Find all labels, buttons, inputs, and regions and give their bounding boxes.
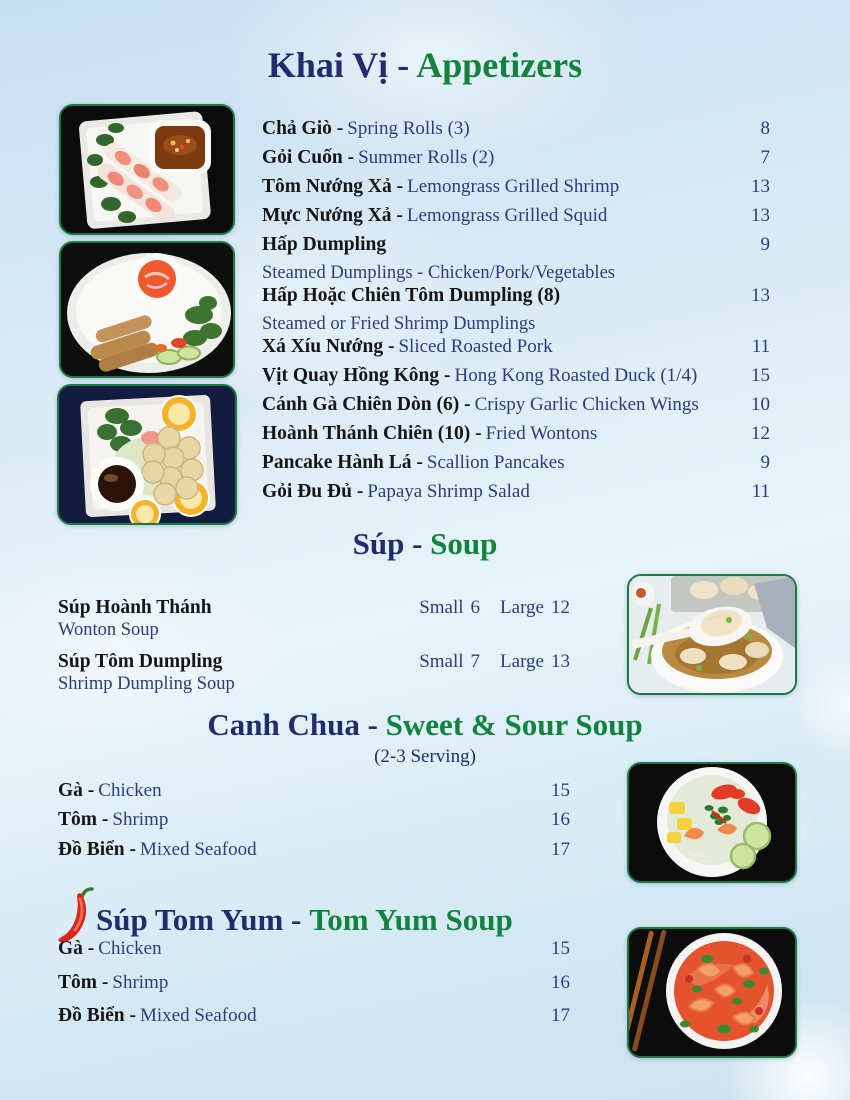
item-price: 15 xyxy=(551,780,570,801)
canh-chua-heading-en: Sweet & Sour Soup xyxy=(385,707,643,742)
spring-rolls-photo xyxy=(59,241,235,378)
menu-item-muc-nuong-xa xyxy=(262,205,770,234)
item-price: 17 xyxy=(551,1005,570,1026)
item-desc: Scallion Pancakes xyxy=(426,452,565,473)
canh-chua-heading xyxy=(0,707,850,743)
item-price: 9 xyxy=(760,452,770,473)
item-price: 13 xyxy=(751,176,770,197)
tom-yum-list xyxy=(58,938,570,1039)
item-name: Tôm - xyxy=(58,971,109,993)
large-price: 12 xyxy=(551,597,570,618)
item-desc: Fried Wontons xyxy=(485,423,598,444)
item-name: Gà - xyxy=(58,780,95,801)
tom-yum-soup-illustration xyxy=(629,929,795,1056)
menu-item-sup-tom-dumpling xyxy=(58,651,570,696)
item-desc: Crispy Garlic Chicken Wings xyxy=(474,394,699,415)
item-desc: Sliced Roasted Pork xyxy=(398,336,553,357)
item-name: Pancake Hành Lá - xyxy=(262,452,423,473)
item-name: Chả Giò - xyxy=(262,118,344,139)
item-name: Mực Nướng Xả - xyxy=(262,205,403,226)
item-price: 10 xyxy=(751,394,770,415)
menu-item-pancake-hanh-la xyxy=(262,452,770,481)
sweet-sour-soup-photo xyxy=(627,762,797,883)
tom-yum-heading-en: Tom Yum Soup xyxy=(309,902,513,937)
small-price: 6 xyxy=(470,597,481,618)
item-price: 16 xyxy=(551,809,570,831)
tom-yum-heading-vi: Súp Tom Yum - xyxy=(96,902,302,937)
item-desc: Shrimp xyxy=(112,971,169,993)
wonton-soup-illustration xyxy=(629,576,795,693)
menu-item-goi-du-du xyxy=(262,481,770,510)
appetizers-heading xyxy=(0,44,850,86)
item-name: Gỏi Cuốn - xyxy=(262,147,355,168)
large-price: 13 xyxy=(551,651,570,672)
item-name: Hoành Thánh Chiên (10) - xyxy=(262,423,482,444)
fried-dumplings-illustration xyxy=(59,386,235,523)
item-price: 13 xyxy=(751,285,770,306)
menu-item-xa-xiu-nuong xyxy=(262,336,770,365)
item-name: Cánh Gà Chiên Dòn (6) - xyxy=(262,394,471,415)
item-subtext: Steamed or Fried Shrimp Dumplings xyxy=(262,314,536,334)
menu-item-hap-dumpling xyxy=(262,234,770,263)
menu-item-do-bien xyxy=(58,1005,570,1039)
small-price: 7 xyxy=(470,651,481,672)
menu-item-tom-nuong-xa xyxy=(262,176,770,205)
menu-item-vit-quay xyxy=(262,365,770,394)
menu-item-goi-cuon xyxy=(262,147,770,176)
large-label: Large xyxy=(500,597,544,618)
item-name: Hấp Dumpling xyxy=(262,234,387,255)
summer-rolls-photo xyxy=(59,104,235,235)
soup-heading-vi: Súp - xyxy=(352,526,423,561)
item-name: Đồ Biển - xyxy=(58,838,136,860)
item-price: 11 xyxy=(751,336,770,357)
canh-chua-serving-note: (2-3 Serving) xyxy=(374,746,476,767)
item-name: Tôm Nướng Xả - xyxy=(262,176,404,197)
small-label: Small xyxy=(419,597,464,618)
item-subtext: Steamed Dumplings - Chicken/Pork/Vegetables xyxy=(262,263,615,283)
appetizers-list xyxy=(262,118,770,510)
tom-yum-soup-photo xyxy=(627,927,797,1058)
large-label: Large xyxy=(500,651,544,672)
sweet-sour-soup-illustration xyxy=(629,764,795,881)
menu-item-hap-hoac-chien-tom xyxy=(262,285,770,314)
item-desc: Mixed Seafood xyxy=(140,838,257,860)
soup-heading-en: Soup xyxy=(430,526,498,561)
item-desc: Spring Rolls (3) xyxy=(347,118,470,139)
item-price: 17 xyxy=(551,838,570,860)
appetizers-heading-vi: Khai Vị - xyxy=(267,45,410,85)
item-price: 8 xyxy=(760,118,770,139)
item-sizes xyxy=(419,651,570,673)
item-desc: Lemongrass Grilled Squid xyxy=(406,205,608,226)
menu-item-tom xyxy=(58,809,570,838)
item-price: 12 xyxy=(751,423,770,444)
item-price: 16 xyxy=(551,971,570,993)
menu-item-do-bien xyxy=(58,839,570,868)
menu-item-ga xyxy=(58,938,570,972)
menu-item-ga xyxy=(58,780,570,809)
item-price: 15 xyxy=(551,938,570,959)
menu-item-cha-gio xyxy=(262,118,770,147)
item-desc: Chicken xyxy=(98,780,162,801)
fried-dumplings-photo xyxy=(57,384,237,525)
item-desc: Papaya Shrimp Salad xyxy=(367,481,530,502)
menu-item-hoanh-thanh-chien xyxy=(262,423,770,452)
wonton-soup-photo xyxy=(627,574,797,695)
menu-item-tom xyxy=(58,972,570,1006)
canh-chua-list xyxy=(58,780,570,868)
item-sizes xyxy=(419,597,570,619)
item-desc: Summer Rolls (2) xyxy=(358,147,495,168)
item-desc: Mixed Seafood xyxy=(140,1005,257,1026)
item-price: 7 xyxy=(760,147,770,168)
item-name: Hấp Hoặc Chiên Tôm Dumpling (8) xyxy=(262,285,561,306)
item-subtext: Shrimp Dumpling Soup xyxy=(58,674,235,694)
item-name: Đồ Biển - xyxy=(58,1005,136,1026)
item-name: Súp Tôm Dumpling xyxy=(58,651,223,672)
canh-chua-heading-vi: Canh Chua - xyxy=(207,707,378,742)
item-name: Súp Hoành Thánh xyxy=(58,597,212,618)
item-name: Vịt Quay Hồng Kông - xyxy=(262,365,451,386)
item-price: 11 xyxy=(751,481,770,502)
small-label: Small xyxy=(419,651,464,672)
item-price: 9 xyxy=(760,234,770,255)
item-price: 15 xyxy=(751,365,770,386)
item-name: Gà - xyxy=(58,938,95,959)
item-price: 13 xyxy=(751,205,770,226)
summer-rolls-illustration xyxy=(61,106,233,233)
item-name: Xá Xíu Nướng - xyxy=(262,336,395,357)
menu-item-sup-hoanh-thanh xyxy=(58,597,570,642)
item-desc: Hong Kong Roasted Duck (1/4) xyxy=(454,365,698,386)
menu-item-canh-ga xyxy=(262,394,770,423)
item-desc: Shrimp xyxy=(112,809,169,831)
item-desc: Chicken xyxy=(98,938,162,959)
item-name: Tôm - xyxy=(58,809,109,831)
item-name: Gỏi Đu Đủ - xyxy=(262,481,364,502)
soup-heading xyxy=(0,526,850,562)
soup-list xyxy=(58,597,570,705)
item-desc: Lemongrass Grilled Shrimp xyxy=(407,176,620,197)
spring-rolls-illustration xyxy=(61,243,233,376)
item-subtext: Wonton Soup xyxy=(58,620,159,640)
appetizers-heading-en: Appetizers xyxy=(416,45,583,85)
